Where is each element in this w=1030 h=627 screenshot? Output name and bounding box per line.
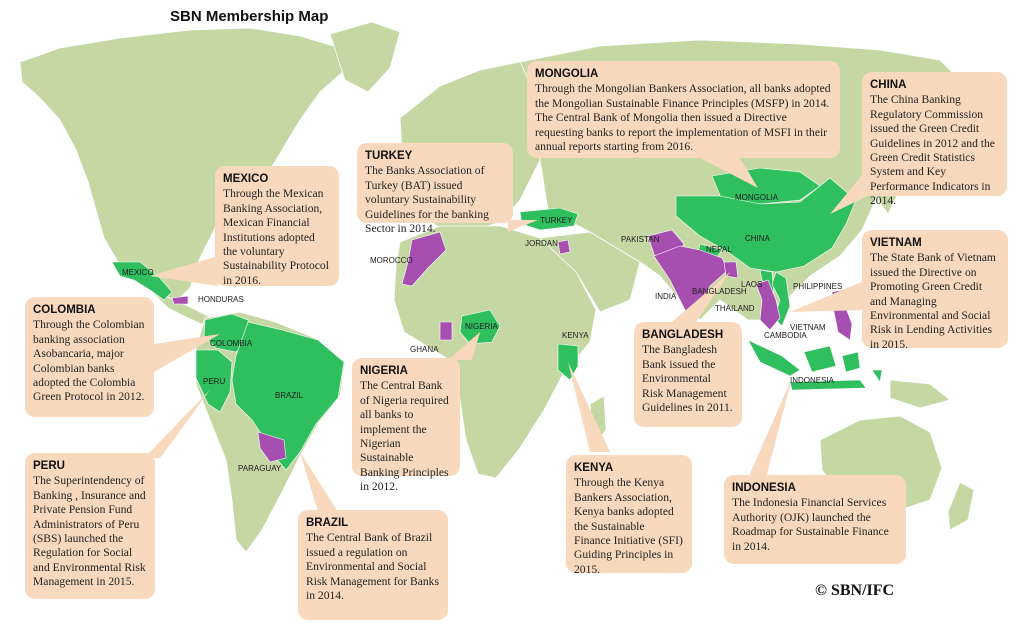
label-mexico: MEXICO (122, 268, 154, 277)
callout-vietnam-text: The State Bank of Vietnam issued the Directive on Promoting Green Credit and Managing Environmental and Social Risk in Lending Activities in 2015. (870, 251, 996, 351)
label-peru: PERU (203, 377, 226, 386)
label-paraguay: PARAGUAY (238, 464, 282, 473)
label-india: INDIA (655, 292, 677, 301)
callout-kenya-name: KENYA (574, 462, 614, 474)
label-thailand: THAILAND (715, 304, 755, 313)
label-morocco: MOROCCO (370, 256, 413, 265)
greenland-landmass (330, 22, 400, 92)
callout-turkey-text: The Banks Association of Turkey (BAT) issued voluntary Sustainability Guidelines for the banking Sector in 2014. (365, 164, 489, 236)
map-title: SBN Membership Map (170, 8, 329, 25)
label-vietnam: VIETNAM (790, 323, 826, 332)
jordan-shape (558, 240, 570, 254)
label-ghana: GHANA (410, 345, 439, 354)
label-mongolia: MONGOLIA (735, 193, 779, 202)
label-cambodia: CAMBODIA (764, 331, 807, 340)
callout-kenya-text: Through the Kenya Bankers Association, Kenya banks adopted the Sustainable Finance Initiative (SFI) Guiding Principles in 2015. (574, 476, 683, 576)
callout-turkey (357, 143, 513, 236)
callout-bangladesh (634, 322, 742, 427)
label-nepal: NEPAL (706, 245, 732, 254)
callout-vietnam (862, 230, 1008, 351)
callout-turkey-name: TURKEY (365, 150, 413, 162)
label-honduras: HONDURAS (198, 295, 244, 304)
label-kenya: KENYA (562, 331, 589, 340)
callout-nigeria-text: The Central Bank of Nigeria required all banks to implement the Nigerian Sustainable Banking Principles in 2012. (360, 379, 449, 494)
label-bangladesh: BANGLADESH (692, 287, 747, 296)
callout-peru-text: The Superintendency of Banking , Insurance and Private Pension Fund Administrators of Peru (SBS) launched the Regulation for Social and Environmental Risk Management in 2015. (33, 474, 146, 589)
callout-indonesia (724, 475, 906, 564)
callout-indonesia-text: The Indonesia Financial Services Authority (OJK) launched the Roadmap for Sustainable Finance in 2014. (732, 496, 889, 553)
callout-mongolia-name: MONGOLIA (535, 68, 599, 80)
callout-indonesia-name: INDONESIA (732, 482, 796, 494)
label-jordan: JORDAN (525, 239, 558, 248)
callout-brazil-name: BRAZIL (306, 517, 349, 529)
ghana-shape (440, 322, 452, 340)
callout-brazil-text: The Central Bank of Brazil issued a regulation on Environmental and Social Risk Management for Banks in 2014. (306, 531, 439, 603)
label-philippines: PHILIPPINES (793, 282, 843, 291)
callout-china-name: CHINA (870, 79, 907, 91)
callout-brazil (298, 510, 448, 620)
label-pakistan: PAKISTAN (621, 235, 660, 244)
callout-bangladesh-text: The Bangladesh Bank issued the Environmental Risk Management Guidelines in 2011. (642, 343, 733, 415)
callout-bangladesh-name: BANGLADESH (642, 329, 724, 341)
callout-mongolia-text: Through the Mongolian Bankers Association, all banks adopted the Mongolian Sustainable Finance Principles (MSFP) in 2014. The Central Bank of Mongolia then issued a Directive requesting banks to report the implementation of MSFI in their annual reports starting from 2016. (535, 82, 831, 154)
callout-mexico (215, 166, 339, 286)
callout-kenya (566, 455, 692, 576)
callout-china (862, 72, 1007, 208)
callout-colombia-text: Through the Colombian banking association Asobancaria, major Colombian banks adopted the Colombia Green Protocol in 2012. (33, 318, 145, 404)
callout-colombia-name: COLOMBIA (33, 304, 96, 316)
callout-china-text: The China Banking Regulatory Commission issued the Green Credit Guidelines in 2012 and the Green Credit Statistics System and Key Performance Indicators in 2014. (870, 93, 995, 208)
callout-peru-name: PERU (33, 460, 65, 472)
label-colombia: COLOMBIA (210, 339, 253, 348)
label-china: CHINA (745, 234, 770, 243)
callout-mexico-name: MEXICO (223, 173, 269, 185)
copyright-notice: © SBN/IFC (815, 582, 895, 599)
callout-nigeria (352, 358, 460, 494)
new-zealand-landmass (948, 482, 974, 530)
label-brazil: BRAZIL (275, 391, 304, 400)
label-laos: LAOS (741, 280, 763, 289)
callout-vietnam-name: VIETNAM (870, 237, 922, 249)
callout-colombia (25, 297, 154, 417)
callout-mongolia (527, 61, 840, 158)
label-indonesia: INDONESIA (790, 376, 835, 385)
new-guinea-landmass (890, 380, 950, 408)
callout-peru (25, 453, 155, 599)
connector-brazil (300, 452, 338, 512)
label-turkey: TURKEY (540, 216, 573, 225)
callout-nigeria-name: NIGERIA (360, 365, 408, 377)
connector-indonesia (748, 378, 792, 478)
label-nigeria: NIGERIA (465, 322, 498, 331)
callout-mexico-text: Through the Mexican Banking Association, Mexican Financial Institutions adopted the voluntary Sustainability Protocol in 2016. (223, 187, 329, 287)
